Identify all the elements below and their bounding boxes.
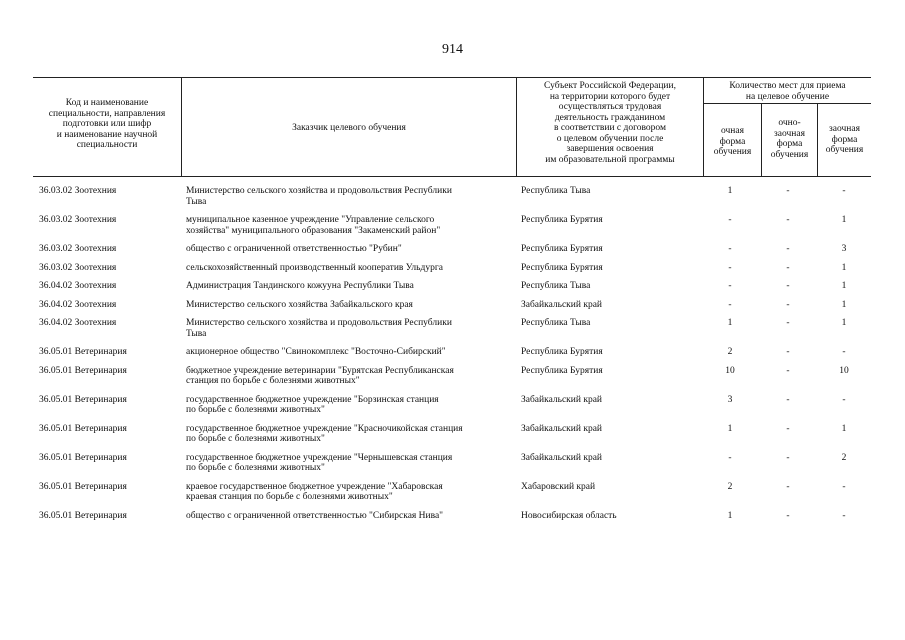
table-row <box>33 186 871 215</box>
row-extramural-count: 1 <box>841 262 847 273</box>
table-row <box>33 215 871 244</box>
header-line: деятельность гражданином <box>554 112 666 123</box>
row-extramural-count: 2 <box>841 452 847 463</box>
row-extramural-count: - <box>842 481 846 492</box>
table-row <box>33 263 871 282</box>
customer-line: акционерное общество "Свинокомплекс "Восточно-Сибирский" <box>186 347 446 357</box>
header-places <box>704 81 871 102</box>
header-line: обучения <box>770 149 809 160</box>
row-fulltime-count: 1 <box>727 318 733 328</box>
customer-line: Министерство сельского хозяйства Забайкальского края <box>186 299 413 310</box>
row-customer <box>186 244 506 255</box>
customer-line: по борьбе с болезнями животных" <box>186 434 325 444</box>
row-customer <box>186 281 506 292</box>
header-line: форма <box>719 136 746 147</box>
row-code: 36.04.02 Зоотехния <box>39 299 117 310</box>
row-subject: Республика Тыва <box>521 281 591 291</box>
row-extramural-count: 1 <box>841 215 847 225</box>
row-subject: Забайкальский край <box>521 299 602 310</box>
header-line: форма <box>776 139 803 149</box>
row-parttime-count: - <box>786 452 790 463</box>
row-extramural-count: 1 <box>841 318 847 328</box>
table-row <box>33 281 871 300</box>
table-row <box>33 482 871 511</box>
row-extramural-count: 1 <box>841 423 847 434</box>
row-fulltime-count: 3 <box>727 394 733 405</box>
row-fulltime-count: - <box>728 215 732 225</box>
header-line: завершения освоения <box>566 144 654 154</box>
row-customer <box>186 453 506 474</box>
row-code: 36.05.01 Ветеринария <box>39 481 127 492</box>
header-line: обучения <box>713 147 752 157</box>
table-row <box>33 366 871 395</box>
row-fulltime-count: - <box>728 281 732 291</box>
page-number: 914 <box>442 42 463 57</box>
row-parttime-count: - <box>786 423 790 434</box>
row-subject: Новосибирская область <box>521 510 617 521</box>
header-line: заочная <box>829 124 860 134</box>
row-subject: Забайкальский край <box>521 394 602 405</box>
row-customer <box>186 318 506 339</box>
row-parttime-count: - <box>786 481 790 492</box>
row-fulltime-count: 2 <box>727 347 733 357</box>
customer-line: Тыва <box>186 328 207 339</box>
row-parttime-count: - <box>786 318 790 328</box>
row-parttime-count: - <box>786 244 790 254</box>
header-line: и наименование научной <box>56 129 158 140</box>
row-parttime-count: - <box>786 394 790 405</box>
row-subject: Забайкальский край <box>521 452 602 463</box>
row-subject: Республика Тыва <box>521 318 591 328</box>
row-extramural-count: 1 <box>841 281 847 291</box>
row-customer <box>186 511 506 522</box>
customer-line: Министерство сельского хозяйства и продовольствия Республики <box>186 318 452 328</box>
customer-line: по борьбе с болезнями животных" <box>186 463 325 473</box>
row-subject: Забайкальский край <box>521 423 602 434</box>
row-parttime-count: - <box>786 510 790 521</box>
row-parttime-count: - <box>786 299 790 310</box>
customer-line: общество с ограниченной ответственностью "Сибирская Нива" <box>186 510 444 521</box>
row-code: 36.05.01 Ветеринария <box>39 423 127 434</box>
table-body <box>33 186 871 529</box>
row-extramural-count: 3 <box>841 244 847 254</box>
header-line: обучения <box>825 145 864 155</box>
row-parttime-count: - <box>786 281 790 291</box>
header-line: очная <box>721 126 744 136</box>
row-code: 36.04.02 Зоотехния <box>39 281 117 291</box>
customer-line: краевое государственное бюджетное учреждение "Хабаровская <box>186 481 443 492</box>
customer-line: по борьбе с болезнями животных" <box>186 405 325 415</box>
row-parttime-count: - <box>786 365 790 376</box>
row-code: 36.03.02 Зоотехния <box>39 215 117 225</box>
customer-line: хозяйства" муниципального образования "Закаменский район" <box>186 225 441 236</box>
row-customer <box>186 347 506 358</box>
row-customer <box>186 263 506 274</box>
row-code: 36.05.01 Ветеринария <box>39 452 127 463</box>
row-customer <box>186 215 506 236</box>
row-subject: Республика Бурятия <box>521 262 603 273</box>
row-parttime-count: - <box>786 347 790 357</box>
row-parttime-count: - <box>786 262 790 273</box>
row-parttime-count: - <box>786 215 790 225</box>
header-code <box>34 98 180 151</box>
header-line: очно- <box>778 118 801 128</box>
header-parttime <box>762 118 817 160</box>
row-subject: Республика Бурятия <box>521 244 603 254</box>
row-extramural-count: 10 <box>839 365 849 376</box>
header-subject <box>517 81 703 165</box>
header-line: о целевом обучении после <box>556 133 664 144</box>
header-line: Субъект Российской Федерации, <box>544 81 676 91</box>
header-line: на целевое обучение <box>745 91 830 102</box>
row-parttime-count: - <box>786 186 790 196</box>
table-row <box>33 244 871 263</box>
customer-line: муниципальное казенное учреждение "Управление сельского <box>186 215 435 225</box>
row-fulltime-count: 10 <box>725 365 735 376</box>
customer-line: Тыва <box>186 196 207 207</box>
row-customer <box>186 186 506 207</box>
customer-line: государственное бюджетное учреждение "Красночикойская станция <box>186 423 463 434</box>
header-line: Количество мест для приема <box>729 81 846 91</box>
row-code: 36.05.01 Ветеринария <box>39 365 127 376</box>
header-fulltime <box>704 126 761 158</box>
header-line: в соответствии с договором <box>553 123 666 133</box>
table-top-rule <box>33 77 871 78</box>
table-row <box>33 347 871 366</box>
customer-line: станция по борьбе с болезнями животных" <box>186 376 360 386</box>
row-extramural-count: - <box>842 347 846 357</box>
customer-line: государственное бюджетное учреждение "Борзинская станция <box>186 394 439 405</box>
header-line: форма <box>831 134 858 145</box>
row-customer <box>186 482 506 503</box>
customer-line: общество с ограниченной ответственностью "Рубин" <box>186 244 402 254</box>
row-fulltime-count: - <box>728 299 732 310</box>
row-fulltime-count: 1 <box>727 423 733 434</box>
row-code: 36.03.02 Зоотехния <box>39 244 117 254</box>
row-subject: Республика Тыва <box>521 186 591 196</box>
row-fulltime-count: - <box>728 452 732 463</box>
customer-line: государственное бюджетное учреждение "Чернышевская станция <box>186 452 453 463</box>
customer-line: краевая станция по борьбе с болезнями животных" <box>186 492 393 502</box>
row-subject: Республика Бурятия <box>521 365 603 376</box>
row-subject: Хабаровский край <box>521 481 596 492</box>
row-customer <box>186 424 506 445</box>
row-extramural-count: - <box>842 394 846 405</box>
row-code: 36.03.02 Зоотехния <box>39 186 117 196</box>
row-fulltime-count: - <box>728 244 732 254</box>
header-customer: Заказчик целевого обучения <box>292 123 406 133</box>
table-row <box>33 453 871 482</box>
row-customer <box>186 300 506 311</box>
table-row <box>33 511 871 530</box>
header-line: на территории которого будет <box>549 91 671 102</box>
row-code: 36.03.02 Зоотехния <box>39 262 117 273</box>
header-line: специальности, направления <box>48 108 166 119</box>
header-extramural <box>818 124 871 156</box>
row-extramural-count: 1 <box>841 299 847 310</box>
customer-line: сельскохозяйственный производственный кооператив Ульдурга <box>186 262 443 273</box>
header-line: специальности <box>76 140 138 150</box>
row-fulltime-count: 1 <box>727 186 733 196</box>
row-fulltime-count: 2 <box>727 481 733 492</box>
row-fulltime-count: 1 <box>727 510 733 521</box>
row-fulltime-count: - <box>728 262 732 273</box>
header-line: подготовки или шифр <box>62 119 152 129</box>
table-row <box>33 318 871 347</box>
header-line: осуществляться трудовая <box>558 102 662 112</box>
header-line: Код и наименование <box>65 98 149 108</box>
row-extramural-count: - <box>842 510 846 521</box>
table-row <box>33 395 871 424</box>
customer-line: бюджетное учреждение ветеринарии "Бурятская Республиканская <box>186 365 454 376</box>
customer-line: Администрация Тандинского кожууна Республики Тыва <box>186 281 414 291</box>
table-row <box>33 300 871 319</box>
row-code: 36.05.01 Ветеринария <box>39 394 127 405</box>
row-customer <box>186 395 506 416</box>
header-bottom-rule <box>33 176 871 177</box>
header-line: им образовательной программы <box>545 154 675 165</box>
row-code: 36.05.01 Ветеринария <box>39 347 127 357</box>
row-extramural-count: - <box>842 186 846 196</box>
row-customer <box>186 366 506 387</box>
row-subject: Республика Бурятия <box>521 347 603 357</box>
row-code: 36.04.02 Зоотехния <box>39 318 117 328</box>
places-subheader-rule <box>703 103 871 104</box>
table-row <box>33 424 871 453</box>
row-subject: Республика Бурятия <box>521 215 603 225</box>
customer-line: Министерство сельского хозяйства и продовольствия Республики <box>186 186 452 196</box>
header-line: заочная <box>774 128 805 139</box>
row-code: 36.05.01 Ветеринария <box>39 510 127 521</box>
